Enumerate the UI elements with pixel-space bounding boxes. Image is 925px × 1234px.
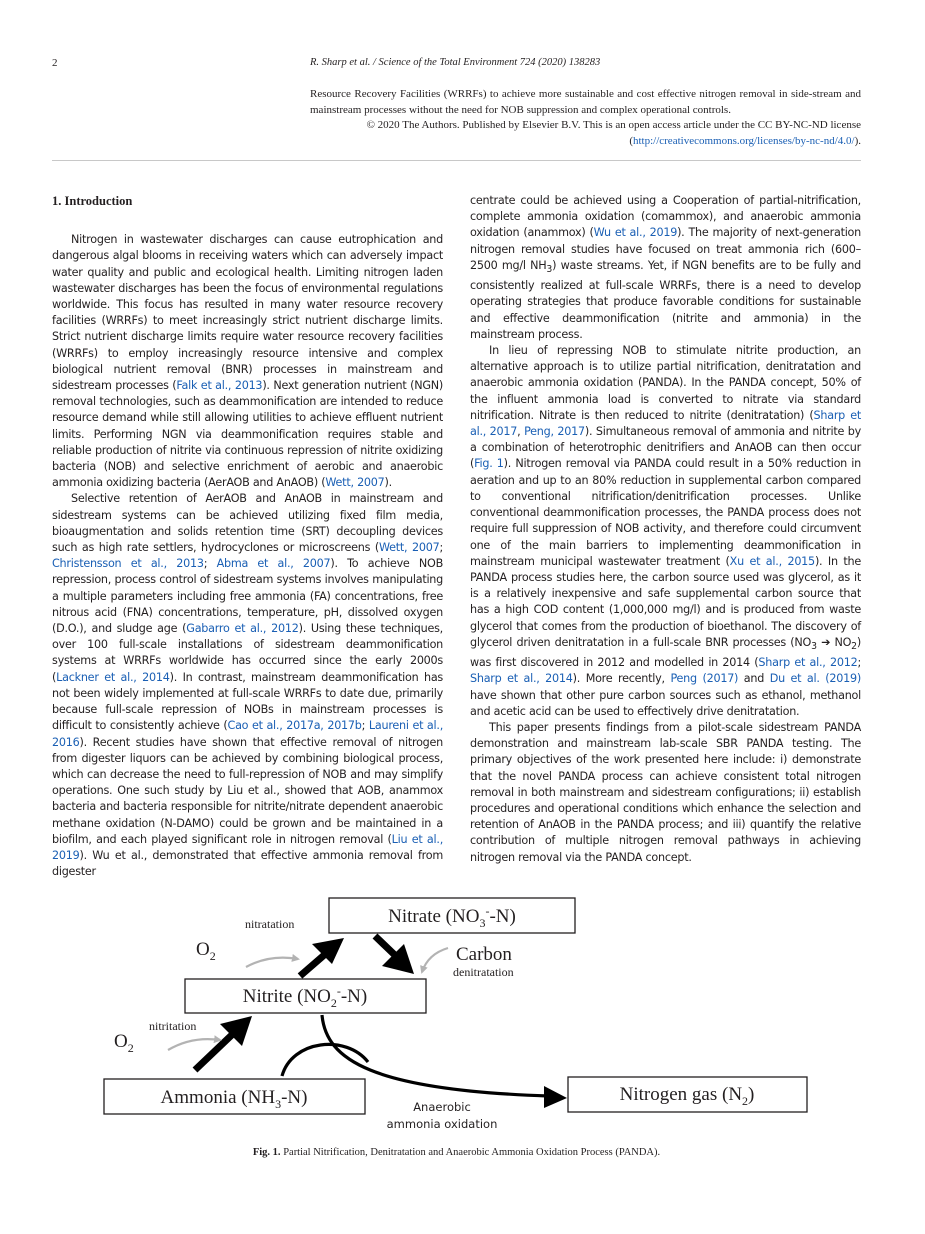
citation-link[interactable]: Wett, 2007	[325, 476, 385, 490]
abstract-text: Resource Recovery Facilities (WRRFs) to achieve more sustainable and cost effective nitrogen removal in side-stream and mainstream processes without the need for NOB suppression and complex operational controls.	[310, 88, 861, 116]
nitrate-label: Nitrate $(NO_3^--N)$	[388, 904, 516, 930]
citation-link[interactable]: Falk et al., 2013	[176, 379, 263, 393]
section-title: 1. Introduction	[52, 194, 133, 208]
caption-label: Fig. 1.	[252, 1147, 281, 1158]
citation-link[interactable]: Xu et al., 2015	[729, 554, 815, 568]
nitrite-label: Nitrite $(NO_2^--N)$	[242, 984, 368, 1010]
left-column	[52, 193, 443, 880]
figure-link[interactable]: Fig. 1	[474, 457, 504, 471]
citation-link[interactable]: Abma et al., 2007	[216, 557, 331, 571]
ammonia-feed-curve	[282, 1044, 368, 1076]
nitritation-arrow-shaft	[195, 1030, 237, 1070]
caption-text: Partial Nitrification, Denitratation and Anaerobic Ammonia Oxidation Process (PANDA).	[280, 1147, 661, 1158]
oxygen-arrow-top	[246, 958, 298, 967]
citation-link[interactable]: Wu et al., 2019	[593, 226, 678, 240]
citation-link[interactable]: Peng (2017)	[670, 672, 739, 686]
denitratation-label: denitratation	[453, 965, 514, 979]
intro-paragraph-2: Selective retention of AerAOB and AnAOB in mainstream and sidestream systems can be achieved utilizing fixed film media, bioaugmentation and solids retention time (SRT) decoupling devices such as high rate settlers, hydrocyclones or microscreens (Wett, 2007; Christensson et al., 2013; Abma et al., 2007). To achieve NOB repression, process control of sidestream systems involves manipulating a multiple parameters including free ammonia (FA) concentrations, free nitrous acid (FNA) concentrations, temperature, pH, dissolved oxygen (D.O.), and sludge age (Gabarro et al., 2012). Using these techniques, over 100 full-scale installations of sidestream deammonification systems at WRRFs worldwide has occurred since the early 2000s (Lackner et al., 2014). In contrast, mainstream deammonification has not been widely implemented at full-scale WRRFs to date due, primarily because full-scale repression of NOBs in mainstream processes is difficult to consistently achieve (Cao et al., 2017a, 2017b; Laureni et al., 2016). Recent studies have shown that effective removal of nitrogen from digester liquors can be achieved by combining biological process, which can decrease the need to full-repression of NOB and may simplify operations. One such study by Liu et al., showed that AOB, anammox bacteria and bacteria responsible for nitrite/nitrate dependent anaerobic methane oxidation (N-DAMO) could be grown and be maintained in a biofilm, and each played significant role in nitrogen removal (Liu et al., 2019). Wu et al., demonstrated that effective ammonia removal from digester	[52, 492, 444, 879]
intro-paragraph-3: In lieu of repressing NOB to stimulate nitrite production, an alternative approach is to utilize partial nitrification, denitratation and anaerobic ammonia oxidation (PANDA). In the PANDA concept, 50% of the influent ammonia load is converted to nitrate via standard nitrification. Nitrate is then reduced to nitrite (denitratation) (Sharp et al., 2017, Peng, 2017). Simultaneous removal of ammonia and nitrite by a combination of heterotrophic denitrifiers and AnAOB can then occur (Fig. 1). Nitrogen removal via PANDA could result in a 50% reduction in aeration and up to an 80% reduction in supplemental carbon compared to conventional nitrification/denitrification processes. Unlike conventional deammonification processes, the PANDA process does not require full suppression of NOB activity, and therefore could circumvent one of the main barriers to implementing deammonification in mainstream municipal wastewater treatment (Xu et al., 2015). In the PANDA process studies here, the carbon source used was glycerol, as it is a relatively inexpensive and safe supplemental carbon source that has a high COD content (1,000,000 mg/l) and is produced from waste glycerol that comes from the production of bioethanol. The discovery of glycerol driven denitratation in a full-scale BNR processes ($NO_3$ ➔ $NO_2$) was first discovered in 2012 and modelled in 2014 (Sharp et al., 2012; Sharp et al., 2014). More recently, Peng (2017) and Du et al. (2019) have shown that other pure carbon sources such as ethanol, methanol and acetic acid can be used to effectively drive denitratation.	[470, 344, 862, 718]
license-line: © 2020 The Authors. Published by Elsevier B.V. This is an open access article under the CC BY-NC-ND license (http://creativecommons.org/licenses/by-nc-nd/4.0/).	[366, 119, 861, 147]
oxygen-arrow-bottom	[168, 1039, 220, 1050]
citation-link[interactable]: Gabarro et al., 2012	[186, 622, 299, 636]
nitrogen-gas-arrow-head	[544, 1086, 567, 1108]
page-number: 2	[52, 57, 58, 69]
intro-paragraph-4: This paper presents findings from a pilot-scale sidestream PANDA demonstration and mainstream lab-scale SBR PANDA testing. The primary objectives of the work presented here include: i) demonstrate that the novel PANDA process can achieve consistent total nitrogen removal in both mainstream and sidestream configurations; ii) establish procedures and operational conditions which enhance the selection and retention of AnAOB in the PANDA process; and iii) quantify the relative contribution of multiple nitrogen removal pathways in achieving nitrogen removal via the PANDA concept.	[470, 720, 861, 864]
panda-process-diagram	[100, 892, 812, 1137]
citation-link[interactable]: Du et al. (2019)	[769, 672, 862, 686]
header-divider	[52, 160, 861, 161]
citation-link[interactable]: Sharp et al., 2017	[470, 408, 862, 439]
panda-process-figure	[100, 892, 812, 1137]
citation-link[interactable]: Lackner et al., 2014	[56, 670, 170, 684]
right-column	[470, 193, 861, 866]
citation-link[interactable]: Sharp et al., 2014	[470, 672, 573, 686]
anaerobic-label: Anaerobic	[413, 1100, 471, 1114]
ammonia-oxidation-label: ammonia oxidation	[386, 1117, 498, 1131]
nitrogen-gas-label: Nitrogen gas $(N_2)$	[619, 1084, 755, 1108]
nitratation-label: nitratation	[245, 917, 295, 931]
citation-link[interactable]: Liu et al., 2019	[52, 832, 444, 862]
figure-caption	[52, 1147, 861, 1158]
citation-link[interactable]: Peng, 2017	[524, 425, 585, 439]
citation-link[interactable]: Christensson et al., 2013	[52, 557, 204, 571]
oxygen-label-bottom: $O_2$	[114, 1031, 134, 1055]
citation-link[interactable]: Cao et al., 2017a, 2017b	[227, 719, 362, 733]
intro-paragraph-1: Nitrogen in wastewater discharges can cause eutrophication and dangerous algal blooms in receiving waters which can adversely impact water quality and public and ecological health. Limiting nitrogen laden wastewater discharges has been the focus of environmental regulations worldwide. This focus has resulted in many water resource recovery facilities (WRRFs) to meet increasingly strict nutrient discharge limits. Strict nutrient discharge limits require water resource recovery facilities (WRRFs) to employ increasingly resource intensive and complex biological nutrient removal (BNR) processes in mainstream and sidestream processes (Falk et al., 2013). Next generation nutrient (NGN) removal technologies, such as deammonification are intended to reduce resource demand while still allowing utilities to achieve effluent nutrient limits. Performing NGN via deammonification requires stable and reliable production of nitrite via continuous repression of nitrite oxidizing bacteria (NOB) and selective enrichment of aerobic and anaerobic ammonia oxidizing bacteria (AerAOB and AnAOB) (Wett, 2007).	[52, 233, 444, 490]
license-link[interactable]: http://creativecommons.org/licenses/by-nc-nd/4.0/	[632, 134, 855, 147]
citation-link[interactable]: Wett, 2007	[378, 541, 440, 555]
intro-paragraph-continued: centrate could be achieved using a Cooperation of partial-nitrification, complete ammonia oxidation (comammox), and anaerobic ammonia oxidation (anammox) (Wu et al., 2019). The majority of next-generation nitrogen removal studies have focused on treat ammonia rich (600–2500 mg/l $NH_3$) waste streams. Yet, if NGN benefits are to be fully and consistently realized at full-scale WRRFs, there is a need to develop operating strategies that produce favorable conditions for sustainable and effective deammonification (nitrite and ammonia) in the mainstream process.	[470, 194, 861, 341]
carbon-label: Carbon	[456, 944, 512, 965]
carbon-arrow	[422, 948, 448, 972]
ammonia-label: Ammonia $(NH_3-N)$	[160, 1087, 308, 1111]
abstract-tail	[310, 87, 861, 149]
oxygen-label-top: $O_2$	[196, 939, 216, 963]
citation-link[interactable]: Sharp et al., 2012	[758, 656, 858, 670]
citation-link[interactable]: Laureni et al., 2016	[52, 719, 444, 749]
nitritation-label: nitritation	[149, 1019, 197, 1033]
running-head: R. Sharp et al. / Science of the Total Environment 724 (2020) 138283	[310, 57, 601, 68]
